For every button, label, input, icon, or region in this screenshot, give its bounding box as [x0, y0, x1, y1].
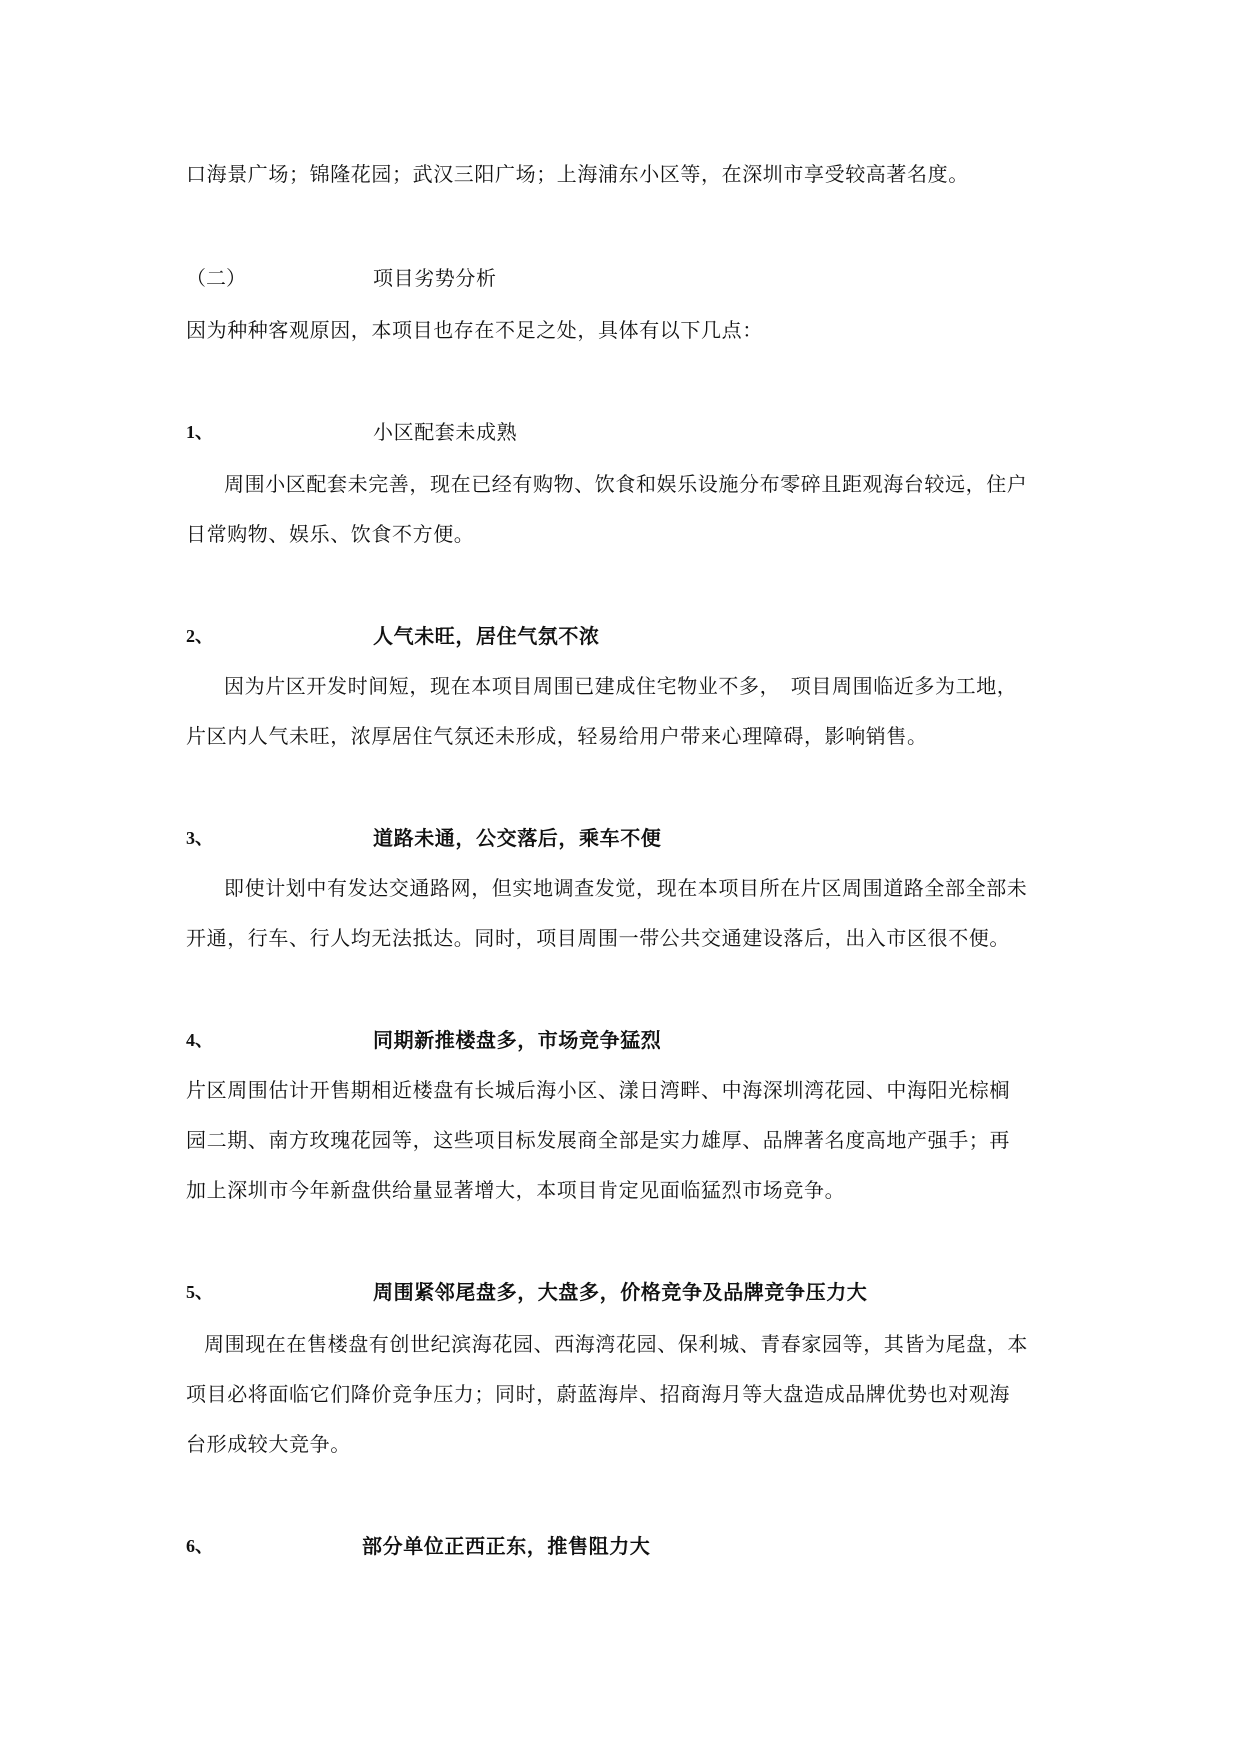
item-title: 道路未通，公交落后，乘车不便: [373, 826, 662, 850]
item-title: 同期新推楼盘多，市场竞争猛烈: [373, 1028, 662, 1052]
item-body-line: 园二期、南方玫瑰花园等，这些项目标发展商全部是实力雄厚、品牌著名度高地产强手；再: [186, 1128, 1010, 1152]
item-title: 部分单位正西正东，推售阻力大: [362, 1534, 651, 1558]
item-body-line: 片区内人气未旺，浓厚居住气氛还未形成，轻易给用户带来心理障碍，影响销售。: [186, 724, 928, 748]
item-number: 5、: [186, 1282, 213, 1302]
item-number: 2、: [186, 626, 213, 646]
item-number: 4、: [186, 1030, 213, 1050]
section-title: 项目劣势分析: [373, 266, 497, 290]
item-body-line: 因为片区开发时间短，现在本项目周围已建成住宅物业不多， 项目周围临近多为工地，: [224, 674, 1018, 698]
item-body-line: 日常购物、娱乐、饮食不方便。: [186, 522, 475, 546]
item-body-line: 即使计划中有发达交通路网，但实地调查发觉，现在本项目所在片区周围道路全部全部未: [224, 876, 1028, 900]
item-body-line: 台形成较大竞争。: [186, 1432, 351, 1456]
item-body-line: 周围现在在售楼盘有创世纪滨海花园、西海湾花园、保利城、青春家园等，其皆为尾盘，本: [204, 1332, 1028, 1356]
item-body-line: 加上深圳市今年新盘供给量显著增大，本项目肯定见面临猛烈市场竞争。: [186, 1178, 846, 1202]
item-body-line: 开通，行车、行人均无法抵达。同时，项目周围一带公共交通建设落后，出入市区很不便。: [186, 926, 1010, 950]
item-number: 6、: [186, 1536, 213, 1556]
intro-line: 口海景广场；锦隆花园；武汉三阳广场；上海浦东小区等，在深圳市享受较高著名度。: [186, 162, 969, 186]
item-title: 人气未旺，居住气氛不浓: [373, 624, 600, 648]
item-body-line: 片区周围估计开售期相近楼盘有长城后海小区、漾日湾畔、中海深圳湾花园、中海阳光棕榈: [186, 1078, 1010, 1102]
item-body-line: 周围小区配套未完善，现在已经有购物、饮食和娱乐设施分布零碎且距观海台较远，住户: [224, 472, 1028, 496]
item-body-line: 项目必将面临它们降价竞争压力；同时，蔚蓝海岸、招商海月等大盘造成品牌优势也对观海: [186, 1382, 1010, 1406]
item-number: 3、: [186, 828, 213, 848]
item-title: 周围紧邻尾盘多，大盘多，价格竞争及品牌竞争压力大: [373, 1280, 868, 1304]
item-number: 1、: [186, 422, 213, 442]
section-number: （二）: [186, 266, 246, 290]
item-title: 小区配套未成熟: [373, 420, 518, 444]
section-intro: 因为种种客观原因，本项目也存在不足之处，具体有以下几点：: [186, 318, 763, 342]
